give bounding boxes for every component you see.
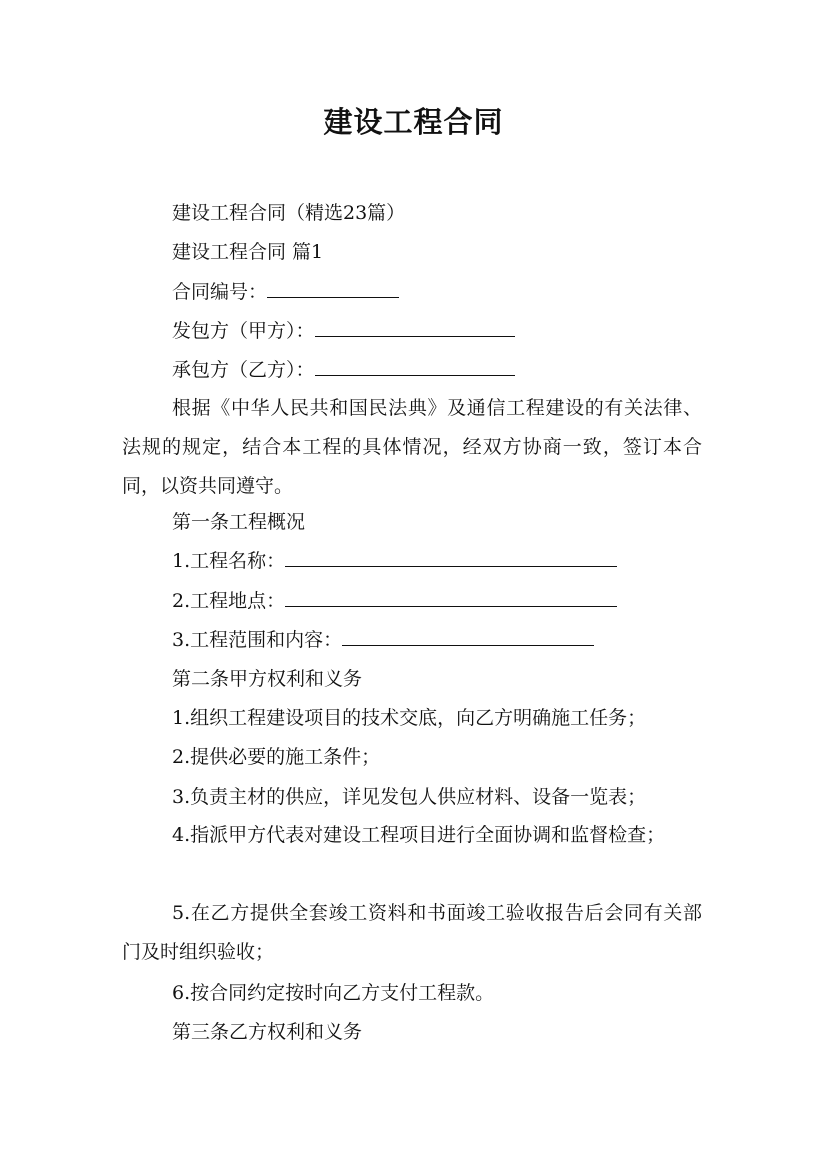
article2-heading: 第二条甲方权利和义务 bbox=[172, 668, 363, 690]
party-a-label: 发包方（甲方）： bbox=[172, 320, 315, 342]
document-title: 建设工程合同 bbox=[323, 105, 504, 139]
contract-number-row bbox=[172, 279, 399, 305]
section-heading: 建设工程合同 篇1 bbox=[172, 241, 324, 263]
contract-number-blank bbox=[267, 279, 399, 298]
article2-item-4: 4.指派甲方代表对建设工程项目进行全面协调和监督检查； bbox=[172, 824, 666, 846]
project-scope-label: 3.工程范围和内容： bbox=[172, 629, 343, 651]
project-scope-blank bbox=[342, 627, 594, 646]
project-name-blank bbox=[285, 548, 617, 567]
project-location-label: 2.工程地点： bbox=[172, 590, 286, 612]
contract-number-label: 合同编号： bbox=[172, 281, 268, 303]
party-a-blank bbox=[315, 318, 515, 337]
party-a-row bbox=[172, 318, 515, 344]
project-name-label: 1.工程名称： bbox=[172, 550, 286, 572]
project-location-row bbox=[172, 588, 617, 614]
party-b-row bbox=[172, 357, 515, 383]
article2-item-1: 1.组织工程建设项目的技术交底，向乙方明确施工任务； bbox=[172, 707, 647, 729]
project-scope-row bbox=[172, 627, 594, 653]
article2-item-2: 2.提供必要的施工条件； bbox=[172, 746, 381, 768]
party-b-blank bbox=[315, 357, 515, 376]
article2-item-6: 6.按合同约定按时向乙方支付工程款。 bbox=[172, 982, 495, 1004]
project-location-blank bbox=[285, 588, 617, 607]
party-b-label: 承包方（乙方）： bbox=[172, 359, 315, 381]
article2-item-5: 5.在乙方提供全套竣工资料和书面竣工验收报告后会同有关部门及时组织验收； bbox=[122, 902, 702, 963]
document-subtitle: 建设工程合同（精选23篇） bbox=[172, 202, 406, 224]
article1-heading: 第一条工程概况 bbox=[172, 511, 306, 533]
article3-heading: 第三条乙方权利和义务 bbox=[172, 1021, 363, 1043]
preamble-paragraph: 根据《中华人民共和国民法典》及通信工程建设的有关法律、法规的规定，结合本工程的具体情况，经双方协商一致，签订本合同，以资共同遵守。 bbox=[122, 397, 702, 497]
article2-item-3: 3.负责主材的供应，详见发包人供应材料、设备一览表； bbox=[172, 786, 647, 808]
project-name-row bbox=[172, 548, 617, 574]
